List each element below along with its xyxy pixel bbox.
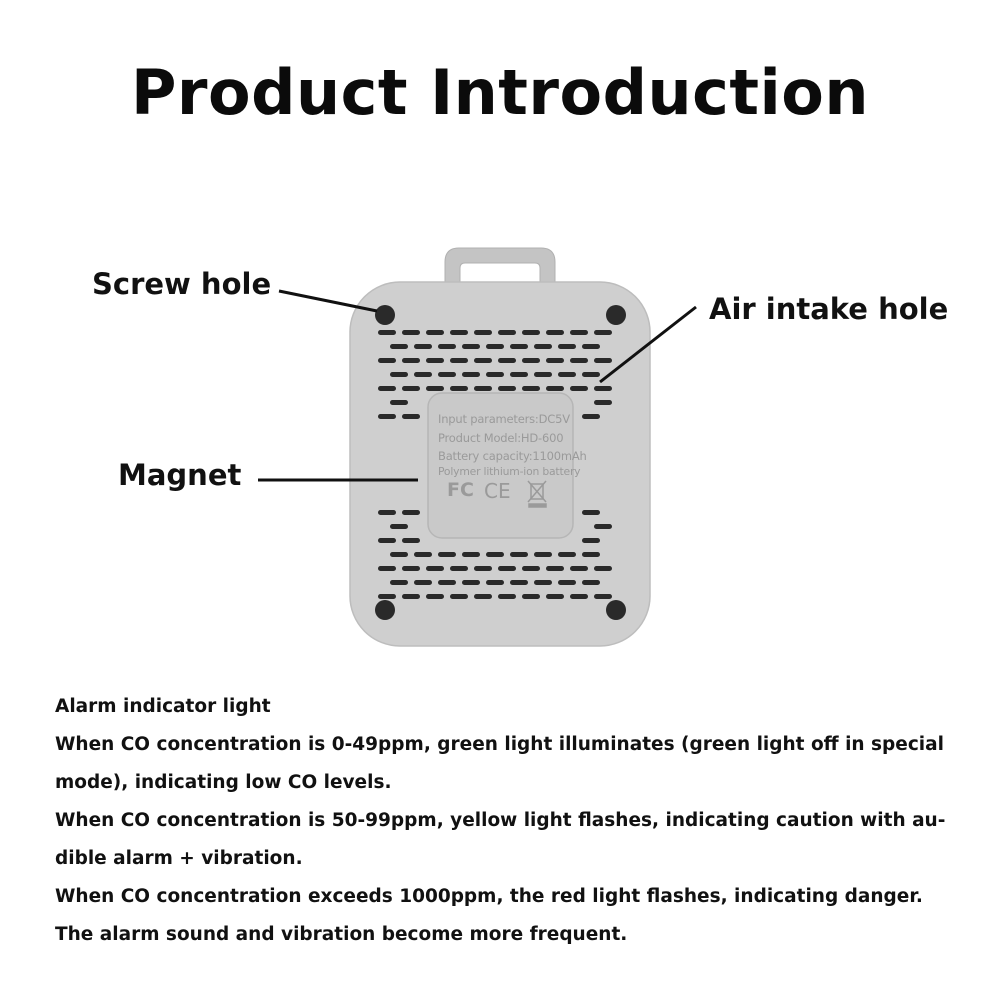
alarm-heading: Alarm indicator light: [55, 696, 271, 717]
vent-slot: [570, 330, 588, 335]
vent-slot: [522, 386, 540, 391]
vent-slot: [462, 344, 480, 349]
vent-slot: [426, 594, 444, 599]
vent-slot: [546, 330, 564, 335]
vent-slot: [474, 330, 492, 335]
vent-slot: [534, 552, 552, 557]
vent-slot: [486, 580, 504, 585]
vent-slot: [582, 414, 600, 419]
vent-slot: [438, 344, 456, 349]
vent-slot: [582, 372, 600, 377]
vent-slot: [594, 594, 612, 599]
vent-slot: [510, 552, 528, 557]
vent-slot: [390, 524, 408, 529]
vent-slot: [522, 594, 540, 599]
vent-slot: [582, 510, 600, 515]
vent-slot: [426, 358, 444, 363]
vent-slot: [462, 580, 480, 585]
vent-slot: [450, 594, 468, 599]
vent-slot: [594, 358, 612, 363]
device-input-params: Input parameters:DC5V: [438, 412, 570, 426]
vent-slot: [558, 372, 576, 377]
vent-slot: [378, 414, 396, 419]
vent-slot: [582, 552, 600, 557]
magnet-label: Magnet: [118, 458, 242, 492]
vent-slot: [402, 414, 420, 419]
vent-slot: [378, 594, 396, 599]
vent-slot: [462, 372, 480, 377]
vent-slot: [582, 538, 600, 543]
vent-slot: [402, 510, 420, 515]
vent-slot: [414, 344, 432, 349]
alarm-green-text: When CO concentration is 0-49ppm, green light illuminates (green light off in special mode), indicating low CO levels.: [55, 734, 944, 793]
vent-slot: [486, 552, 504, 557]
device-model: Product Model:HD-600: [438, 431, 564, 445]
vent-slot: [390, 580, 408, 585]
vent-slot: [402, 358, 420, 363]
vent-slot: [498, 358, 516, 363]
vent-slot: [414, 580, 432, 585]
vent-slot: [438, 372, 456, 377]
vent-slot: [594, 386, 612, 391]
vent-slot: [402, 594, 420, 599]
vent-slot: [522, 566, 540, 571]
vent-slot: [450, 330, 468, 335]
vent-slot: [510, 580, 528, 585]
screw-hole-top-left: [375, 305, 395, 325]
vent-slot: [402, 566, 420, 571]
vent-slot: [582, 344, 600, 349]
device-battery: Battery capacity:1100mAh: [438, 449, 587, 463]
vent-slot: [498, 594, 516, 599]
vent-slot: [522, 358, 540, 363]
page-title: Product Introduction: [130, 56, 869, 129]
vent-slot: [378, 566, 396, 571]
vent-slot: [402, 386, 420, 391]
vent-slot: [534, 580, 552, 585]
vent-slot: [462, 552, 480, 557]
vent-slot: [594, 566, 612, 571]
vent-slot: [402, 330, 420, 335]
vent-slot: [498, 330, 516, 335]
vent-slot: [486, 344, 504, 349]
vent-slot: [570, 566, 588, 571]
vent-slot: [510, 372, 528, 377]
vent-slot: [594, 524, 612, 529]
air-intake-label: Air intake hole: [709, 292, 949, 326]
vent-slot: [378, 538, 396, 543]
screw-hole-bottom-left: [375, 600, 395, 620]
vent-slot: [570, 594, 588, 599]
vent-slot: [486, 372, 504, 377]
vent-slot: [378, 358, 396, 363]
vent-slot: [558, 344, 576, 349]
vent-slot: [498, 386, 516, 391]
vent-slot: [450, 358, 468, 363]
ce-mark: CE: [484, 479, 511, 503]
vent-slot: [426, 386, 444, 391]
vent-slot: [570, 358, 588, 363]
vent-slot: [474, 358, 492, 363]
vent-slot: [390, 400, 408, 405]
vent-slot: [414, 552, 432, 557]
alarm-red-text: When CO concentration exceeds 1000ppm, the red light flashes, indicating danger. The alarm sound and vibration become more frequent.: [55, 886, 923, 945]
vent-slot: [438, 552, 456, 557]
vent-slot: [546, 386, 564, 391]
vent-slot: [426, 566, 444, 571]
vent-slot: [426, 330, 444, 335]
vent-slot: [558, 552, 576, 557]
alarm-yellow-text: When CO concentration is 50-99ppm, yellow light flashes, indicating caution with au-dible alarm + vibration.: [55, 810, 946, 869]
screw-hole-top-right: [606, 305, 626, 325]
vent-slot: [390, 552, 408, 557]
vent-slot: [450, 566, 468, 571]
device-battery-type: Polymer lithium-ion battery: [438, 465, 581, 478]
vent-slot: [534, 344, 552, 349]
vent-slot: [450, 386, 468, 391]
screw-hole-bottom-right: [606, 600, 626, 620]
vent-slot: [558, 580, 576, 585]
vent-slot: [474, 386, 492, 391]
vent-slot: [546, 566, 564, 571]
vent-slot: [438, 580, 456, 585]
vent-slot: [390, 372, 408, 377]
vent-slot: [414, 372, 432, 377]
fc-mark: FC: [447, 479, 474, 501]
alarm-description: [55, 688, 955, 954]
vent-slot: [522, 330, 540, 335]
vent-slot: [594, 400, 612, 405]
vent-slot: [378, 330, 396, 335]
vent-slot: [534, 372, 552, 377]
vent-slot: [510, 344, 528, 349]
vent-slot: [570, 386, 588, 391]
vent-slot: [474, 594, 492, 599]
vent-slot: [474, 566, 492, 571]
screw-hole-label: Screw hole: [92, 267, 272, 301]
vent-slot: [546, 358, 564, 363]
vent-slot: [378, 386, 396, 391]
vent-slot: [546, 594, 564, 599]
vent-slot: [594, 330, 612, 335]
vent-slot: [402, 538, 420, 543]
vent-slot: [390, 344, 408, 349]
vent-slot: [582, 580, 600, 585]
vent-slot: [378, 510, 396, 515]
vent-slot: [498, 566, 516, 571]
